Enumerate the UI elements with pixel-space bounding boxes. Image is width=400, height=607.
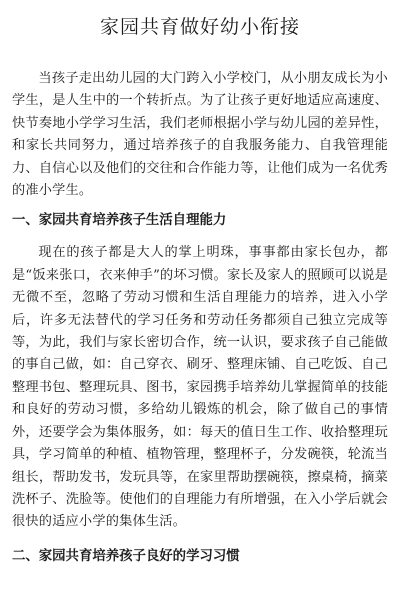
intro-paragraph: 当孩子走出幼儿园的大门跨入小学校门，从小朋友成长为小学生，是人生中的一个转折点。为了让孩子更好地适应高速度、快节奏地小学学习生活，我们老师根据小学与幼儿园的差异性，和家长共同努力，通过培养孩子的自我服务能力、自我管理能力、自信心以及他们的交往和合作能力等，让他们成为一名优秀的准小学生。 [12,71,388,199]
section-1-paragraph: 现在的孩子都是大人的掌上明珠，事事都由家长包办，都是“饭来张口，衣来伸手”的坏习惯。家长及家人的照顾可以说是无微不至，忽略了劳动习惯和生活自理能力的培养，进入小学后，许多无法替代的学习任务和劳动任务都须自己独立完成等等，为此，我们与家长密切合作，统一认识，要求孩子自己能做的事自己做，如：自己穿衣、刷牙、整理床铺、自己吃饭、自己整理书包、整理玩具、图书，家园携手培养幼儿掌握简单的技能和良好的劳动习惯，多给幼儿锻炼的机会，除了做自己的事情外，还要学会为集体服务，如：每天的值日生工作、收拾整理玩具，学习简单的种植、植物管理，整理杯子，分发碗筷，轮流当组长，帮助发书，发玩具等，在家里帮助摆碗筷，擦桌椅，摘菜洗杯子、洗脸等。使他们的自理能力有所增强，在入小学后就会很快的适应小学的集体生活。 [12,245,388,530]
section-2-heading: 二、家园共育培养孩子良好的学习习惯 [12,548,240,564]
section-1-heading: 一、家园共育培养孩子生活自理能力 [12,213,227,229]
document-title: 家园共育做好幼小衔接 [99,16,300,38]
